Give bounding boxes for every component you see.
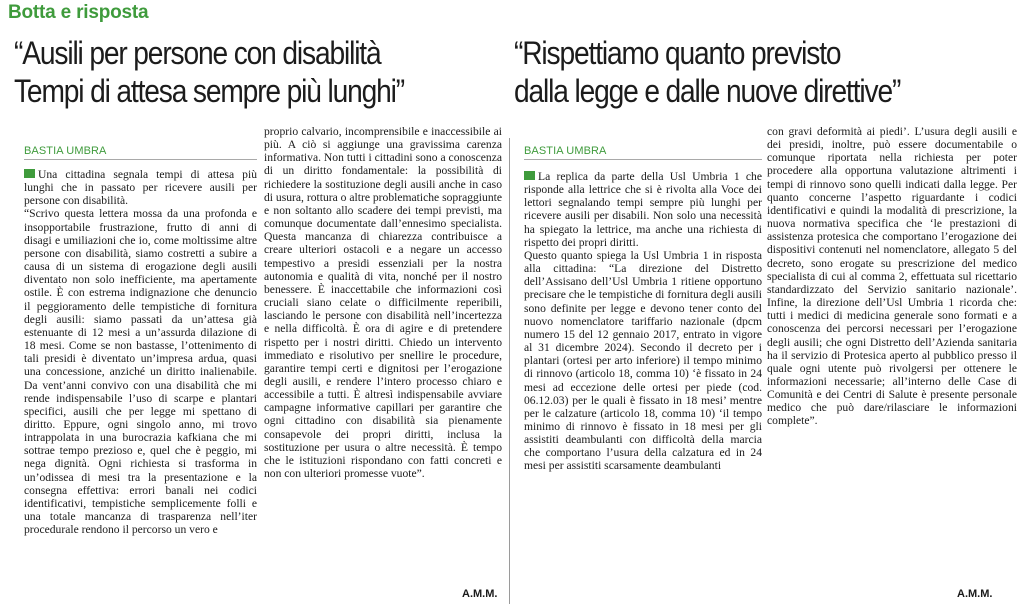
right-headline bbox=[514, 34, 900, 110]
letter-text-part2: proprio calvario, incomprensibile e inaccessibile ai più. A ciò si aggiunge una gravissima carenza informativa. Non tutti i cittadini sono a conoscenza di un diritto fondamentale: la possibilità di richiedere la sostituzione degli ausili anche in caso di usura, rottura o altre problematiche sopraggiunte e non soltanto allo scadere dei tempi previsti, ma comunque documentate dall’ennesimo specialista. Questa mancanza di chiarezza contribuisce a creare ulteriori ostacoli e a negare un accesso tempestivo a presidi essenziali per la nostra autonomia e qualità di vita, nonché per il nostro benessere. È inaccettabile che informazioni così cruciali siano celate o difficilmente reperibili, lasciando le persone con disabilità nell’incertezza e nella difficoltà. È ora di agire e di pretendere rispetto per i nostri diritti. Chiedo un intervento immediato e risolutivo per snellire le procedure, garantire tempi certi e dignitosi per l’erogazione degli ausili, e rendere l’intero processo chiaro e accessibile a tutti. È altresì indispensabile avviare campagne informative capillari per garantire che ogni cittadino con disabilità sia pienamente consapevole dei propri diritti, inclusa la sostituzione per usura o altre necessità. È tempo che le istituzioni rispondano con fatti concreti e non con ulteriori promesse vuote”. bbox=[264, 125, 502, 481]
letter-column-2 bbox=[264, 125, 502, 480]
right-kicker: BASTIA UMBRA bbox=[524, 145, 607, 157]
reply-column-1 bbox=[524, 170, 762, 473]
reply-column-2 bbox=[767, 125, 1017, 428]
right-signature: A.M.M. bbox=[957, 588, 993, 600]
reply-text-part2: con gravi deformità ai piedi’. L’usura degli ausili e dei presidi, inoltre, può essere documentabile o comunque riportata nella richiesta per poter procedere alla opportuna valutazione altrimenti i tempi di rinnovo sono quelli indicati dalla legge. Per quanto concerne l’aspetto riguardante i codici identificativi e quindi la modalità di prescrizione, la nuova normativa specifica che ‘le prestazioni di assistenza protesica che comportano l’erogazione dei dispositivi contenuti nel nomenclatore, allegato 5 del decreto, sono erogate su prescrizione del medico specialista di cui al comma 2, effettuata sul ricettario standardizzato del Servizio sanitario nazionale’. Infine, la direzione dell’Usl Umbria 1 ricorda che: tutti i medici di medicina generale sono formati e a conoscenza dei percorsi necessari per l’erogazione degli ausili; che ogni Distretto dell’Azienda sanitaria ha il servizio di Protesica aperto al pubblico presso il quale ogni utente può rivolgersi per ottenere le informazioni necessarie; all’interno delle Case di Comunità e dei Centri di Salute è presente personale medico che può dare/rilasciare le informazioni complete”. bbox=[767, 125, 1017, 428]
column-divider bbox=[509, 138, 510, 604]
left-headline bbox=[14, 34, 404, 110]
reply-text-part1: La replica da parte della Usl Umbria 1 che risponde alla lettrice che si è rivolta alla Voce dei lettori segnalando tempi sempre più lunghi per ricevere ausili per disabili. Non solo una necessità ha spiegato la lettrice, ma anche una richiesta di rispetto dei propri diritti. Questo quanto spiega la Usl Umbria 1 in risposta alla cittadina: “La direzione del Distretto dell’Assisano dell’Usl Umbria 1 ritiene opportuno precisare che le tempistiche di fornitura degli ausili sono definite per legge e devono tener conto del nuovo nomenclatore tariffario nazionale (dpcm numero 15 del 12 gennaio 2017, entrato in vigore al 31 dicembre 2024). Secondo il decreto per i plantari (ortesi per arto inferiore) il tempo minimo di rinnovo (articolo 18, comma 10) ‘è fissato in 24 mesi ad eccezione delle ortesi per piede (cod. 06.12.03) per le quali è fissato in 18 mesi’ mentre per le calzature (articolo 18, comma 10) ‘il tempo minimo di rinnovo è fissato in 18 mesi per gli assistiti deambulanti con difficoltà della marcia che comportano l’usura della calzatura ed in 24 mesi per assistiti scarsamente deambulanti bbox=[524, 170, 762, 473]
left-headline-line2: Tempi di attesa sempre più lunghi” bbox=[14, 73, 404, 109]
left-headline-line1: “Ausili per persone con disabilità bbox=[14, 35, 381, 71]
letter-text-part1: Una cittadina segnala tempi di attesa più lunghi che in passato per ricevere ausili per persone con disabilità. “Scrivo questa lettera mossa da una profonda e insopportabile frustrazione, frutto di anni di disagi e umiliazioni che io, come moltissime altre persone con disabilità, siamo costretti a subire a causa di un sistema di erogazione degli ausili diventato non solo inefficiente, ma apertamente ostile. È con estrema indignazione che denuncio il peggioramento delle tempistiche di fornitura degli ausili: siamo passati da un’attesa già estenuante di 12 mesi a un’assurda dilazione di 18 mesi. Come se non bastasse, l’ottenimento di tali presidi è diventato un’impresa ardua, quasi una concessione, anziché un diritto inalienabile. Da vent’anni convivo con una disabilità che mi rende indispensabile l’uso di scarpe e plantari specifici, ausili che per legge mi spettano di diritto. Eppure, ogni singolo anno, mi trovo intrappolata in una burocrazia kafkiana che mi sottrae tempo prezioso e, quel che è peggio, mi nega dignità. Ogni richiesta si trasforma in un’odissea di mesi tra la presentazione e la consegna effettiva: errori banali nei codici identificativi, tempistiche semplicemente folli e una totale mancanza di trasparenza nell’iter procedurale rendono il percorso un vero e bbox=[24, 168, 257, 537]
right-kicker-rule bbox=[524, 159, 762, 160]
section-label: Botta e risposta bbox=[8, 2, 149, 23]
left-signature: A.M.M. bbox=[462, 588, 498, 600]
left-kicker: BASTIA UMBRA bbox=[24, 145, 107, 157]
left-kicker-rule bbox=[24, 159, 257, 160]
green-square-marker bbox=[24, 169, 35, 178]
letter-column-1 bbox=[24, 168, 257, 536]
green-square-marker bbox=[524, 171, 535, 180]
right-headline-line2: dalla legge e dalle nuove direttive” bbox=[514, 73, 901, 109]
right-headline-line1: “Rispettiamo quanto previsto bbox=[514, 35, 841, 71]
